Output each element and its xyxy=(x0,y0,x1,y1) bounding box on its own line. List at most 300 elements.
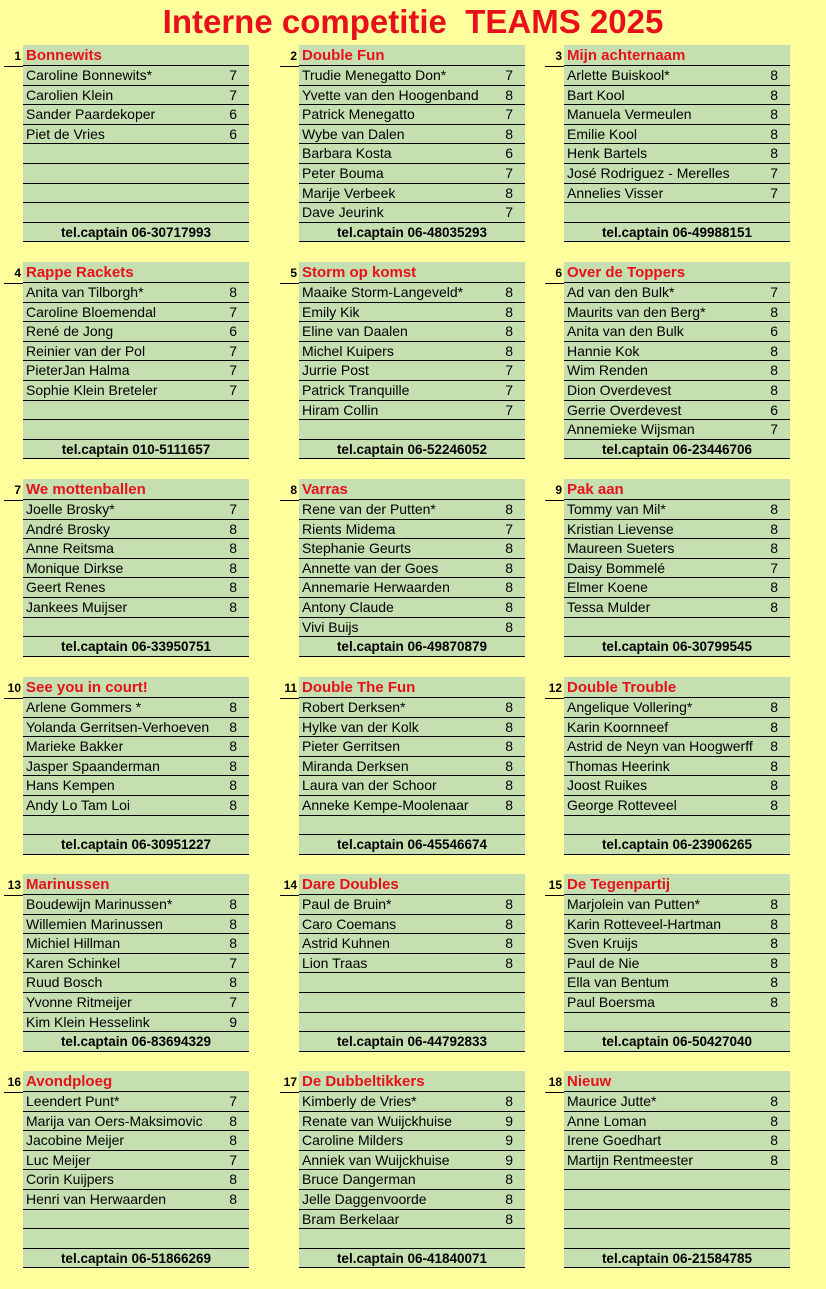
captain-phone-text: tel.captain 06-30799545 xyxy=(601,639,753,655)
captain-phone-text: tel.captain 06-30717993 xyxy=(60,224,212,240)
player-rating: 8 xyxy=(229,579,237,596)
player-row xyxy=(564,895,790,915)
player-name: Annelies Visser xyxy=(567,184,664,201)
player-row xyxy=(299,598,525,618)
captain-phone xyxy=(23,637,249,657)
player-rating: 7 xyxy=(229,1093,237,1109)
player-name: Hannie Kok xyxy=(567,342,640,359)
player-row xyxy=(299,500,525,520)
player-row xyxy=(23,1170,249,1190)
player-name: Karin Rotteveel-Hartman xyxy=(567,915,722,932)
player-rating: 7 xyxy=(770,284,778,300)
player-rating: 7 xyxy=(229,501,237,517)
player-row xyxy=(299,578,525,598)
player-name: Maurice Jutte* xyxy=(567,1093,657,1109)
captain-phone-text: tel.captain 06-52246052 xyxy=(336,441,488,457)
player-name: Manuela Vermeulen xyxy=(567,106,692,123)
player-row xyxy=(299,303,525,323)
captain-phone xyxy=(564,1249,790,1269)
player-rating: 7 xyxy=(505,164,513,181)
player-name: Wim Renden xyxy=(567,362,648,379)
player-rating: 8 xyxy=(505,1093,513,1109)
player-rating: 6 xyxy=(505,145,513,162)
player-rating: 8 xyxy=(229,540,237,557)
player-name: Tessa Mulder xyxy=(567,598,651,615)
player-row xyxy=(299,1151,525,1171)
player-rating: 8 xyxy=(505,1171,513,1188)
team-number: 7 xyxy=(14,483,21,497)
player-rating: 8 xyxy=(505,559,513,576)
number-underline xyxy=(280,283,300,284)
page-title: Interne competitie TEAMS 2025 xyxy=(162,3,664,40)
captain-phone xyxy=(299,1032,525,1052)
player-row xyxy=(299,1112,525,1132)
player-name: Vivi Buijs xyxy=(302,618,359,635)
player-rating: 6 xyxy=(229,106,237,123)
player-row xyxy=(23,698,249,718)
player-name: Sander Paardekoper xyxy=(26,106,156,123)
number-underline xyxy=(280,698,300,699)
team-table xyxy=(564,874,790,1052)
player-row xyxy=(564,125,790,145)
player-rating: 8 xyxy=(770,342,778,359)
player-row xyxy=(299,895,525,915)
player-row xyxy=(299,322,525,342)
player-row xyxy=(23,500,249,520)
player-name: Peter Bouma xyxy=(302,164,384,181)
team-table xyxy=(23,45,249,242)
player-row xyxy=(299,125,525,145)
player-rating: 8 xyxy=(770,598,778,615)
player-name: Kim Klein Hesselink xyxy=(26,1013,150,1030)
player-name: Luc Meijer xyxy=(26,1151,91,1168)
player-row xyxy=(564,915,790,935)
player-rating: 9 xyxy=(505,1132,513,1149)
player-rating: 7 xyxy=(505,106,513,123)
player-name: Paul Boersma xyxy=(567,993,655,1010)
player-name: Jasper Spaanderman xyxy=(26,757,160,774)
player-name: Tommy van Mil* xyxy=(567,501,666,517)
player-name: Anniek van Wuijckhuise xyxy=(302,1151,450,1168)
player-rating: 8 xyxy=(229,699,237,715)
team-number: 6 xyxy=(555,266,562,280)
player-row xyxy=(23,1092,249,1112)
player-row xyxy=(564,144,790,164)
player-row xyxy=(23,420,249,440)
player-rating: 7 xyxy=(770,421,778,438)
team-table xyxy=(299,874,525,1052)
player-rating: 6 xyxy=(770,401,778,418)
captain-phone xyxy=(23,1249,249,1269)
player-row xyxy=(23,796,249,816)
player-row xyxy=(299,203,525,223)
player-name: PieterJan Halma xyxy=(26,362,130,379)
player-name: Eline van Daalen xyxy=(302,323,408,340)
player-row xyxy=(299,539,525,559)
captain-phone xyxy=(299,440,525,460)
player-rating: 8 xyxy=(505,896,513,912)
player-row xyxy=(299,1013,525,1033)
player-name: Barbara Kosta xyxy=(302,145,392,162)
player-name: Emily Kik xyxy=(302,303,360,320)
player-row xyxy=(299,520,525,540)
player-rating: 8 xyxy=(505,699,513,715)
player-row xyxy=(23,303,249,323)
player-row xyxy=(299,342,525,362)
team-number: 12 xyxy=(548,681,562,695)
team-name: Bonnewits xyxy=(23,45,249,66)
number-underline xyxy=(4,283,24,284)
captain-phone-text: tel.captain 06-44792833 xyxy=(336,1034,488,1050)
player-rating: 8 xyxy=(505,738,513,755)
team-number: 11 xyxy=(284,681,297,695)
player-row xyxy=(564,105,790,125)
player-rating: 8 xyxy=(770,86,778,103)
team-table xyxy=(564,479,790,657)
captain-phone xyxy=(299,835,525,855)
player-rating: 8 xyxy=(229,974,237,991)
player-row xyxy=(299,86,525,106)
player-rating: 8 xyxy=(505,954,513,971)
player-name: Marieke Bakker xyxy=(26,738,124,755)
player-row xyxy=(23,993,249,1013)
player-row xyxy=(564,203,790,223)
player-name: Antony Claude xyxy=(302,598,394,615)
player-row xyxy=(23,1229,249,1249)
player-rating: 8 xyxy=(505,184,513,201)
player-row xyxy=(299,1092,525,1112)
player-row xyxy=(564,500,790,520)
player-rating: 8 xyxy=(770,579,778,596)
player-row xyxy=(564,598,790,618)
player-row xyxy=(299,401,525,421)
player-name: Maaike Storm-Langeveld* xyxy=(302,284,464,300)
captain-phone-text: tel.captain 010-5111657 xyxy=(61,441,211,457)
player-row xyxy=(299,381,525,401)
player-name: Hiram Collin xyxy=(302,401,379,418)
player-name: Stephanie Geurts xyxy=(302,540,411,557)
player-row xyxy=(23,737,249,757)
player-row xyxy=(23,757,249,777)
player-rating: 8 xyxy=(229,777,237,794)
player-name: Annemieke Wijsman xyxy=(567,421,695,438)
player-name: Maureen Sueters xyxy=(567,540,675,557)
player-name: José Rodriguez - Merelles xyxy=(567,164,730,181)
player-row xyxy=(23,203,249,223)
team-table xyxy=(23,1071,249,1268)
player-name: Robert Derksen* xyxy=(302,699,406,715)
player-name: Jankees Muijser xyxy=(26,598,128,615)
player-name: Paul de Nie xyxy=(567,954,640,971)
player-rating: 8 xyxy=(770,699,778,715)
player-row xyxy=(23,776,249,796)
player-name: Caro Coemans xyxy=(302,915,397,932)
team-table xyxy=(299,479,525,657)
player-row xyxy=(564,578,790,598)
number-underline xyxy=(4,698,24,699)
number-underline xyxy=(545,895,565,896)
team-number: 5 xyxy=(290,266,297,280)
team-name: Dare Doubles xyxy=(299,874,525,895)
player-row xyxy=(299,283,525,303)
team-name: De Tegenpartij xyxy=(564,874,790,895)
player-rating: 7 xyxy=(229,381,237,398)
player-rating: 8 xyxy=(770,718,778,735)
player-row xyxy=(564,796,790,816)
player-rating: 8 xyxy=(505,323,513,340)
player-rating: 8 xyxy=(770,1093,778,1109)
player-rating: 8 xyxy=(770,954,778,971)
player-name: Laura van der Schoor xyxy=(302,777,437,794)
player-name: Anne Reitsma xyxy=(26,540,114,557)
number-underline xyxy=(545,500,565,501)
player-name: Angelique Vollering* xyxy=(567,699,693,715)
player-row xyxy=(23,1112,249,1132)
player-rating: 7 xyxy=(229,993,237,1010)
player-row xyxy=(23,1013,249,1033)
player-name: Piet de Vries xyxy=(26,125,105,142)
player-rating: 8 xyxy=(770,1112,778,1129)
player-name: Andy Lo Tam Loi xyxy=(26,796,131,813)
player-rating: 8 xyxy=(770,67,778,83)
player-name: Jurrie Post xyxy=(302,362,369,379)
number-underline xyxy=(4,895,24,896)
player-rating: 8 xyxy=(229,1190,237,1207)
player-rating: 8 xyxy=(770,106,778,123)
player-row xyxy=(564,1170,790,1190)
player-name: Karin Koornneef xyxy=(567,718,669,735)
player-row xyxy=(299,796,525,816)
player-rating: 8 xyxy=(229,935,237,952)
number-underline xyxy=(280,66,300,67)
player-row xyxy=(564,776,790,796)
player-name: Dave Jeurink xyxy=(302,204,384,221)
player-rating: 7 xyxy=(505,381,513,398)
player-row xyxy=(564,954,790,974)
player-rating: 8 xyxy=(229,1132,237,1149)
team-number: 3 xyxy=(555,49,562,63)
player-rating: 8 xyxy=(770,540,778,557)
captain-phone-text: tel.captain 06-23446706 xyxy=(601,441,753,457)
player-rating: 8 xyxy=(505,501,513,517)
team-name: We mottenballen xyxy=(23,479,249,500)
team-table xyxy=(299,1071,525,1268)
player-name: Kimberly de Vries* xyxy=(302,1093,417,1109)
player-rating: 8 xyxy=(229,1112,237,1129)
player-name: Anneke Kempe-Moolenaar xyxy=(302,796,469,813)
player-rating: 7 xyxy=(229,86,237,103)
player-name: Ella van Bentum xyxy=(567,974,669,991)
player-rating: 8 xyxy=(505,718,513,735)
player-name: Kristian Lievense xyxy=(567,520,674,537)
team-name: Mijn achternaam xyxy=(564,45,790,66)
player-rating: 8 xyxy=(505,303,513,320)
player-name: Maurits van den Berg* xyxy=(567,303,706,320)
player-rating: 8 xyxy=(505,125,513,142)
player-row xyxy=(299,105,525,125)
player-rating: 8 xyxy=(770,145,778,162)
team-table xyxy=(23,262,249,459)
player-name: Monique Dirkse xyxy=(26,559,124,576)
team-name: Double Fun xyxy=(299,45,525,66)
player-row xyxy=(564,342,790,362)
player-rating: 7 xyxy=(229,67,237,83)
player-rating: 9 xyxy=(505,1151,513,1168)
player-rating: 8 xyxy=(505,1210,513,1227)
captain-phone xyxy=(23,835,249,855)
player-row xyxy=(23,86,249,106)
player-row xyxy=(23,342,249,362)
player-rating: 8 xyxy=(770,303,778,320)
player-row xyxy=(299,954,525,974)
player-row xyxy=(23,598,249,618)
team-name: See you in court! xyxy=(23,677,249,698)
player-row xyxy=(564,361,790,381)
player-row xyxy=(299,737,525,757)
player-row xyxy=(23,559,249,579)
player-row xyxy=(299,420,525,440)
number-underline xyxy=(4,1092,24,1093)
player-name: Irene Goedhart xyxy=(567,1132,662,1149)
player-name: George Rotteveel xyxy=(567,796,677,813)
player-name: Rients Midema xyxy=(302,520,396,537)
team-table xyxy=(299,262,525,459)
team-table xyxy=(299,45,525,242)
player-row xyxy=(299,1190,525,1210)
number-underline xyxy=(545,66,565,67)
player-name: Caroline Bonnewits* xyxy=(26,67,153,83)
player-row xyxy=(299,698,525,718)
player-rating: 6 xyxy=(770,323,778,340)
captain-phone xyxy=(564,223,790,243)
player-row xyxy=(299,164,525,184)
team-table xyxy=(564,45,790,242)
player-name: Patrick Tranquille xyxy=(302,381,410,398)
captain-phone xyxy=(564,440,790,460)
player-row xyxy=(23,125,249,145)
player-row xyxy=(564,1112,790,1132)
player-name: Carolien Klein xyxy=(26,86,114,103)
player-row xyxy=(564,520,790,540)
player-row xyxy=(23,283,249,303)
player-row xyxy=(299,144,525,164)
player-row xyxy=(564,1229,790,1249)
captain-phone-text: tel.captain 06-30951227 xyxy=(60,837,212,853)
team-name: De Dubbeltikkers xyxy=(299,1071,525,1092)
captain-phone-text: tel.captain 06-41840071 xyxy=(336,1250,488,1266)
player-name: Reinier van der Pol xyxy=(26,342,146,359)
player-name: André Brosky xyxy=(26,520,111,537)
player-row xyxy=(23,105,249,125)
player-rating: 7 xyxy=(229,954,237,971)
team-number: 18 xyxy=(548,1075,562,1089)
player-row xyxy=(23,1131,249,1151)
player-name: Martijn Rentmeester xyxy=(567,1151,694,1168)
player-row xyxy=(299,66,525,86)
player-name: Lion Traas xyxy=(302,954,368,971)
team-name: Double The Fun xyxy=(299,677,525,698)
player-row xyxy=(564,184,790,204)
player-rating: 8 xyxy=(229,559,237,576)
player-row xyxy=(23,361,249,381)
player-rating: 8 xyxy=(505,1190,513,1207)
player-rating: 9 xyxy=(229,1013,237,1030)
player-name: Henk Bartels xyxy=(567,145,648,162)
player-rating: 8 xyxy=(770,993,778,1010)
team-name: Double Trouble xyxy=(564,677,790,698)
player-row xyxy=(23,144,249,164)
player-rating: 8 xyxy=(770,381,778,398)
player-rating: 7 xyxy=(229,303,237,320)
player-name: Astrid Kuhnen xyxy=(302,935,390,952)
player-name: Trudie Menegatto Don* xyxy=(302,67,447,83)
player-row xyxy=(564,993,790,1013)
number-underline xyxy=(4,66,24,67)
player-rating: 8 xyxy=(505,757,513,774)
player-row xyxy=(564,322,790,342)
player-name: Corin Kuijpers xyxy=(26,1171,114,1188)
player-rating: 9 xyxy=(505,1112,513,1129)
team-table xyxy=(564,1071,790,1268)
captain-phone xyxy=(299,637,525,657)
player-name: Emilie Kool xyxy=(567,125,638,142)
number-underline xyxy=(545,1092,565,1093)
player-row xyxy=(23,1151,249,1171)
player-row xyxy=(564,816,790,836)
player-rating: 8 xyxy=(229,284,237,300)
team-table xyxy=(564,677,790,855)
player-row xyxy=(299,559,525,579)
player-row xyxy=(564,86,790,106)
team-number: 16 xyxy=(7,1075,21,1089)
captain-phone xyxy=(564,637,790,657)
team-number: 1 xyxy=(14,49,21,63)
captain-phone xyxy=(564,835,790,855)
player-name: Joelle Brosky* xyxy=(26,501,115,517)
player-rating: 7 xyxy=(229,342,237,359)
team-name: Rappe Rackets xyxy=(23,262,249,283)
player-rating: 8 xyxy=(770,935,778,952)
player-row xyxy=(299,934,525,954)
captain-phone-text: tel.captain 06-48035293 xyxy=(336,224,488,240)
captain-phone xyxy=(299,1249,525,1269)
player-name: Bruce Dangerman xyxy=(302,1171,416,1188)
captain-phone xyxy=(23,440,249,460)
team-number: 15 xyxy=(548,878,562,892)
captain-phone xyxy=(23,223,249,243)
team-name: Marinussen xyxy=(23,874,249,895)
player-name: René de Jong xyxy=(26,323,114,340)
player-rating: 8 xyxy=(229,896,237,912)
player-rating: 8 xyxy=(770,896,778,912)
player-rating: 8 xyxy=(770,777,778,794)
player-rating: 8 xyxy=(229,796,237,813)
player-row xyxy=(23,539,249,559)
player-rating: 7 xyxy=(229,1151,237,1168)
player-row xyxy=(564,698,790,718)
team-number: 9 xyxy=(555,483,562,497)
player-name: Dion Overdevest xyxy=(567,381,672,398)
player-rating: 8 xyxy=(505,598,513,615)
player-row xyxy=(299,757,525,777)
player-row xyxy=(299,915,525,935)
player-name: Arlene Gommers * xyxy=(26,699,142,715)
team-name: Nieuw xyxy=(564,1071,790,1092)
player-name: Annette van der Goes xyxy=(302,559,439,576)
player-name: Anita van Tilborgh* xyxy=(26,284,144,300)
player-row xyxy=(564,66,790,86)
player-name: Leendert Punt* xyxy=(26,1093,120,1109)
